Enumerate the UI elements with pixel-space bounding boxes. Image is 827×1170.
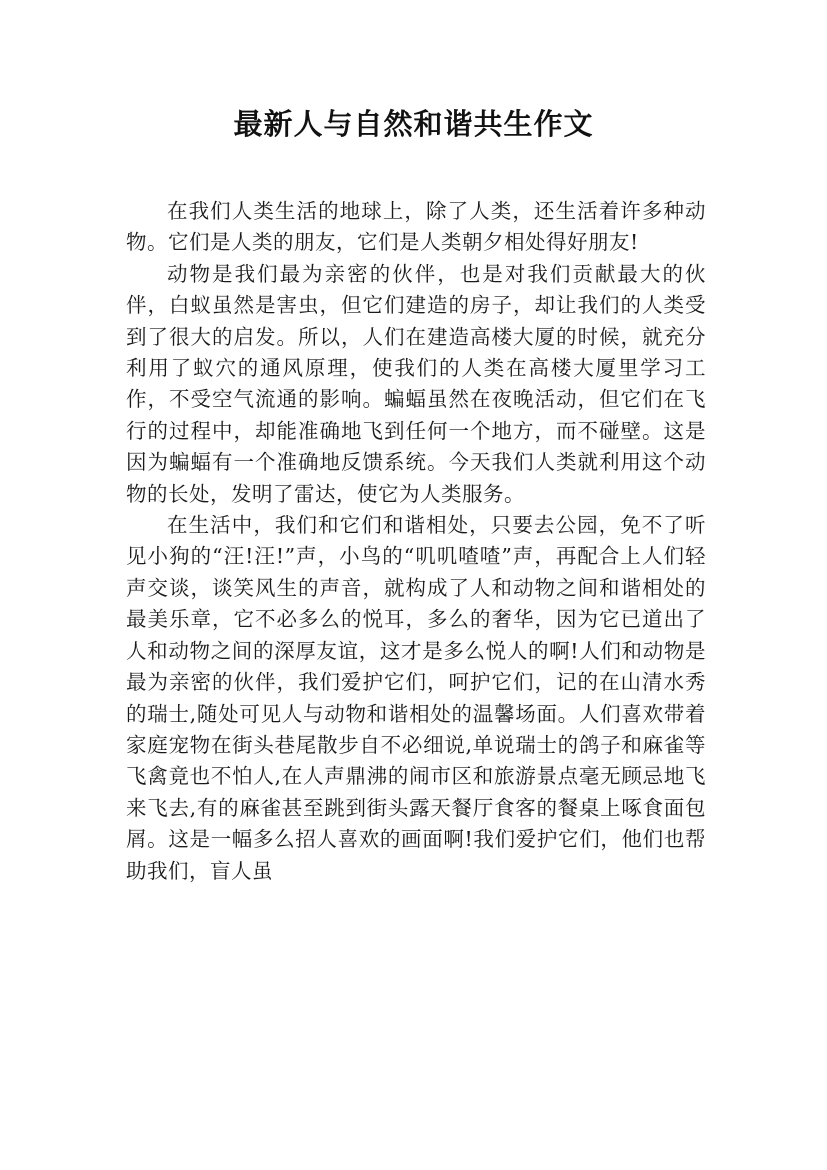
paragraph-3: 在生活中，我们和它们和谐相处，只要去公园，免不了听见小狗的“汪!汪!”声，小鸟的“叽叽喳喳”声，再配合上人们轻声交谈，谈笑风生的声音，就构成了人和动物之间和谐相处的最美乐章，它不必多么的悦耳，多么的奢华，因为它已道出了人和动物之间的深厚友谊，这才是多么悦人的啊!人们和动物是最为亲密的伙伴，我们爱护它们，呵护它们，记的在山清水秀的瑞士,随处可见人与动物和谐相处的温馨场面。人们喜欢带着家庭宠物在街头巷尾散步自不必细说,单说瑞士的鸽子和麻雀等飞禽竟也不怕人,在人声鼎沸的闹市区和旅游景点毫无顾忌地飞来飞去,有的麻雀甚至跳到街头露天餐厅食客的餐桌上啄食面包屑。这是一幅多么招人喜欢的画面啊!我们爱护它们，他们也帮助我们，盲人虽	[126, 513, 706, 883]
document-body	[126, 196, 706, 887]
paragraph-2: 动物是我们最为亲密的伙伴，也是对我们贡献最大的伙伴，白蚁虽然是害虫，但它们建造的房子，却让我们的人类受到了很大的启发。所以，人们在建造高楼大厦的时候，就充分利用了蚁穴的通风原理，使我们的人类在高楼大厦里学习工作，不受空气流通的影响。蝙蝠虽然在夜晚活动，但它们在飞行的过程中，却能准确地飞到任何一个地方，而不碰壁。这是因为蝙蝠有一个准确地反馈系统。今天我们人类就利用这个动物的长处，发明了雷达，使它为人类服务。	[126, 261, 706, 506]
paragraph-1: 在我们人类生活的地球上，除了人类，还生活着许多种动物。它们是人类的朋友，它们是人类朝夕相处得好朋友!	[126, 199, 706, 255]
document-title: 最新人与自然和谐共生作文	[233, 107, 594, 141]
